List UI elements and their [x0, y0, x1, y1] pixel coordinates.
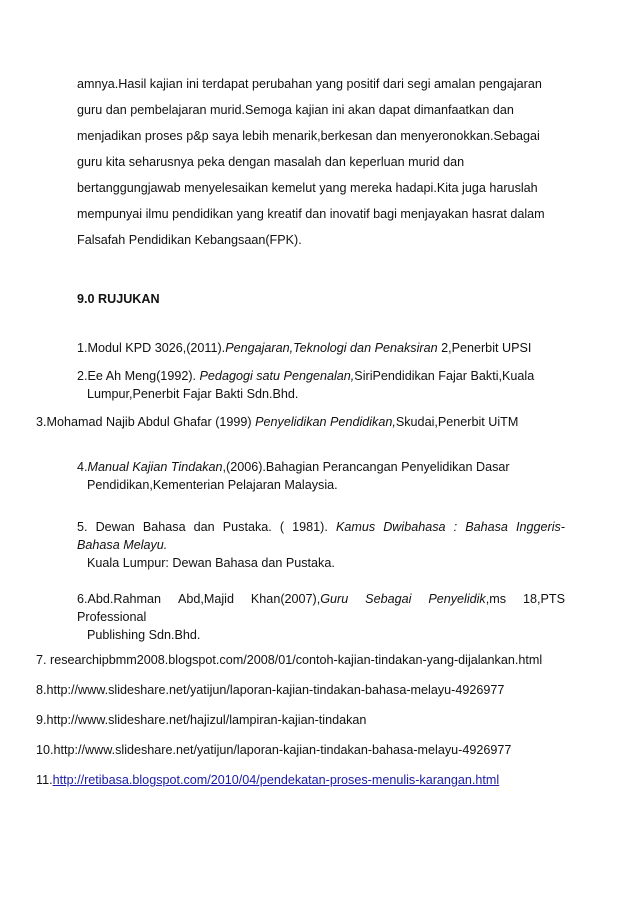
- ref-text: ,(2006).Bahagian Perancangan Penyelidikan Dasar: [222, 460, 510, 474]
- ref-text: Publishing Sdn.Bhd.: [87, 628, 201, 642]
- ref-word: 6.Abd.Rahman: [77, 592, 162, 606]
- ref-title: Penyelidik: [428, 592, 486, 606]
- ref-title: Pengajaran,Teknologi dan Penaksiran: [225, 341, 438, 355]
- ref-text: Pendidikan,Kementerian Pelajaran Malaysia.: [87, 478, 338, 492]
- ref-title: Bahasa Melayu.: [77, 538, 168, 552]
- reference-4: [77, 458, 565, 494]
- ref-title: Kamus Dwibahasa : Bahasa Inggeris-: [335, 520, 565, 534]
- ref-title: Pedagogi satu Pengenalan,: [199, 369, 355, 383]
- ref-word: ,ms: [485, 592, 507, 606]
- ref-text: Lumpur,Penerbit Fajar Bakti Sdn.Bhd.: [87, 387, 299, 401]
- conclusion-paragraph: [77, 71, 577, 253]
- paragraph-line: mempunyai ilmu pendidikan yang kreatif dan inovatif bagi menjayakan hasrat dalam: [77, 207, 545, 221]
- ref-text: Professional: [77, 610, 147, 624]
- ref-text: 1.Modul KPD 3026,(2011).: [77, 341, 226, 355]
- ref-text: Kuala Lumpur: Dewan Bahasa dan Pustaka.: [87, 556, 335, 570]
- paragraph-line: Falsafah Pendidikan Kebangsaan(FPK).: [77, 233, 302, 247]
- ref-text: 4.: [77, 460, 88, 474]
- ref-text: SiriPendidikan Fajar Bakti,Kuala: [354, 369, 535, 383]
- ref-text: 2,Penerbit UPSI: [437, 341, 532, 355]
- ref-text: 3.Mohamad Najib Abdul Ghafar (1999): [36, 415, 256, 429]
- ref-word: 18,PTS: [522, 592, 565, 606]
- ref-text: 5. Dewan Bahasa dan Pustaka. ( 1981).: [77, 520, 336, 534]
- reference-1: [77, 339, 565, 357]
- reference-6: [77, 590, 565, 644]
- reference-link[interactable]: http://retibasa.blogspot.com/2010/04/pendekatan-proses-menulis-karangan.html: [52, 773, 500, 787]
- section-heading: 9.0 RUJUKAN: [77, 292, 160, 306]
- reference-8: 8.http://www.slideshare.net/yatijun/laporan-kajian-tindakan-bahasa-melayu-4926977: [36, 683, 505, 697]
- reference-11: [36, 771, 596, 789]
- ref-text: Skudai,Penerbit UiTM: [395, 415, 519, 429]
- ref-text: 2.Ee Ah Meng(1992).: [77, 369, 200, 383]
- ref-word: Khan(2007),: [250, 592, 321, 606]
- ref-title: Penyelidikan Pendidikan,: [255, 415, 396, 429]
- paragraph-line: guru kita seharusnya peka dengan masalah dan keperluan murid dan: [77, 155, 465, 169]
- reference-5: [77, 518, 565, 572]
- ref-word: Abd,Majid: [177, 592, 234, 606]
- paragraph-line: guru dan pembelajaran murid.Semoga kajian ini akan dapat dimanfaatkan dan: [77, 103, 514, 117]
- reference-7: 7. researchipbmm2008.blogspot.com/2008/01/contoh-kajian-tindakan-yang-dijalankan.html: [36, 653, 543, 667]
- paragraph-line: menjadikan proses p&p saya lebih menarik,berkesan dan menyeronokkan.Sebagai: [77, 129, 540, 143]
- ref-text: 11.: [36, 773, 53, 787]
- ref-title: Guru: [320, 592, 349, 606]
- paragraph-line: bertanggungjawab menyelesaikan kemelut yang mereka hadapi.Kita juga haruslah: [77, 181, 538, 195]
- ref-title: Manual Kajian Tindakan: [87, 460, 223, 474]
- reference-2: [77, 367, 565, 403]
- reference-9: 9.http://www.slideshare.net/hajizul/lampiran-kajian-tindakan: [36, 713, 367, 727]
- paragraph-line: amnya.Hasil kajian ini terdapat perubahan yang positif dari segi amalan pengajaran: [77, 77, 542, 91]
- reference-3: [36, 413, 596, 431]
- reference-10: 10.http://www.slideshare.net/yatijun/laporan-kajian-tindakan-bahasa-melayu-4926977: [36, 743, 512, 757]
- ref-title: Sebagai: [365, 592, 412, 606]
